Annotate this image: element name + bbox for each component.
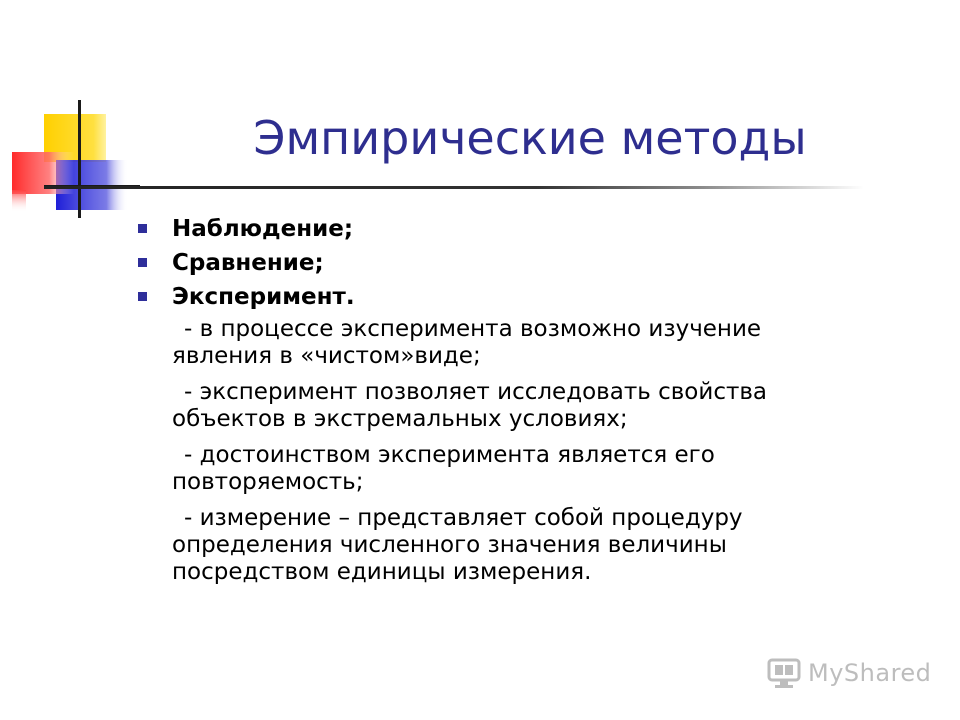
sub-point-line: - достоинством эксперимента является его <box>184 442 715 468</box>
watermark-text: MyShared <box>808 659 932 687</box>
bullet-square-icon <box>138 292 147 301</box>
bullet-square-icon <box>138 258 147 267</box>
bullet-text: Наблюдение; <box>172 216 354 242</box>
deco-vertical-line <box>78 100 81 218</box>
bullet-item <box>136 212 916 246</box>
bullet-item <box>136 246 916 280</box>
slide-title: Эмпирические методы <box>253 111 807 165</box>
bullet-square-icon <box>138 224 147 233</box>
sub-point-line: посредством единицы измерения. <box>172 559 592 585</box>
sub-point-line: объектов в экстремальных условиях; <box>172 406 628 432</box>
sub-point <box>136 505 916 586</box>
bullet-item <box>136 280 916 314</box>
deco-red-drip <box>12 190 26 212</box>
sub-point-line: - эксперимент позволяет исследовать свойства <box>184 379 768 405</box>
bullet-text: Сравнение; <box>172 250 324 276</box>
sub-point <box>136 379 916 433</box>
slide-content <box>136 212 916 586</box>
sub-point-line: определения численного значения величины <box>172 532 727 558</box>
sub-point-line: явления в «чистом»виде; <box>172 343 481 369</box>
sub-point-line: - в процессе эксперимента возможно изучение <box>184 316 762 342</box>
sub-point-line: - измерение – представляет собой процедуру <box>184 505 743 531</box>
monitor-logo-icon <box>766 657 802 689</box>
bullet-text: Эксперимент. <box>172 284 355 310</box>
sub-point-line: повторяемость; <box>172 469 364 495</box>
title-underline <box>44 186 864 189</box>
watermark <box>766 656 931 690</box>
sub-point <box>136 316 916 370</box>
corner-decoration <box>0 0 140 230</box>
sub-point <box>136 442 916 496</box>
